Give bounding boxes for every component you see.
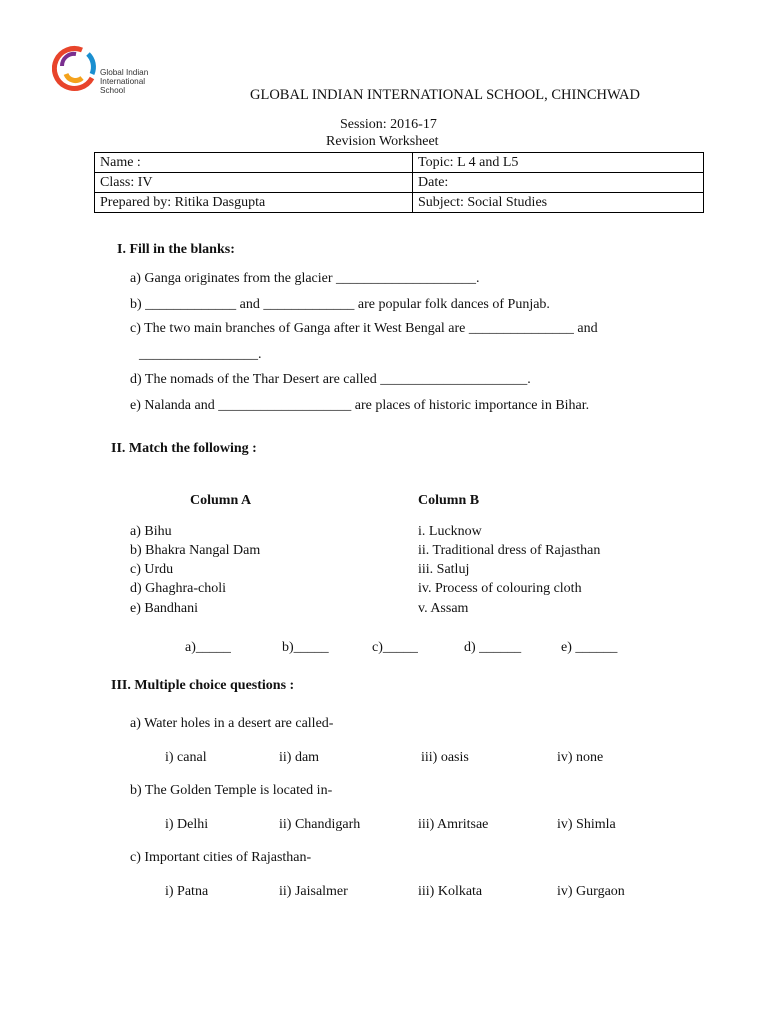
- logo-text: Global Indian International School: [100, 68, 149, 95]
- mcq-question: a) Water holes in a desert are called-: [130, 716, 334, 731]
- column-a-item: b) Bhakra Nangal Dam: [130, 543, 261, 558]
- table-row: [95, 173, 704, 193]
- column-a-item: e) Bandhani: [130, 601, 199, 616]
- mcq-option[interactable]: iii) Amritsae: [418, 817, 489, 832]
- class-cell: Class: IV: [95, 173, 413, 193]
- answer-blank[interactable]: d) ______: [464, 640, 522, 655]
- mcq-question: c) Important cities of Rajasthan-: [130, 850, 312, 865]
- column-b-item: iv. Process of colouring cloth: [418, 581, 582, 596]
- column-b-item: v. Assam: [418, 601, 469, 616]
- mcq-option[interactable]: iv) none: [557, 750, 604, 765]
- column-b-title: Column B: [418, 493, 480, 508]
- blank-item[interactable]: e) Nalanda and ___________________ are places of historic importance in Bihar.: [130, 398, 590, 413]
- mcq-question: b) The Golden Temple is located in-: [130, 783, 333, 798]
- column-a-title: Column A: [190, 493, 252, 508]
- section1-heading: I. Fill in the blanks:: [117, 242, 235, 257]
- mcq-option[interactable]: ii) dam: [279, 750, 320, 765]
- blank-item[interactable]: b) _____________ and _____________ are popular folk dances of Punjab.: [130, 297, 550, 312]
- worksheet-title: Revision Worksheet: [326, 134, 439, 149]
- column-b-item: iii. Satluj: [418, 562, 470, 577]
- section3-heading: III. Multiple choice questions :: [111, 678, 295, 693]
- school-logo: [52, 44, 162, 100]
- logo-icon: [52, 44, 98, 96]
- mcq-option[interactable]: iv) Shimla: [557, 817, 616, 832]
- mcq-option[interactable]: i) canal: [165, 750, 207, 765]
- column-a-item: a) Bihu: [130, 524, 172, 539]
- info-table: [94, 152, 704, 213]
- blank-item[interactable]: d) The nomads of the Thar Desert are called _____________________.: [130, 372, 531, 387]
- section2-heading: II. Match the following :: [111, 441, 257, 456]
- answer-blank[interactable]: c)_____: [372, 640, 418, 655]
- mcq-option[interactable]: i) Patna: [165, 884, 209, 899]
- date-field[interactable]: Date:: [413, 173, 704, 193]
- blank-item-continued[interactable]: _________________.: [139, 347, 262, 362]
- mcq-option[interactable]: iv) Gurgaon: [557, 884, 625, 899]
- table-row: [95, 153, 704, 173]
- name-field[interactable]: Name :: [95, 153, 413, 173]
- prepared-by-cell: Prepared by: Ritika Dasgupta: [95, 193, 413, 213]
- mcq-option[interactable]: i) Delhi: [165, 817, 209, 832]
- topic-cell: Topic: L 4 and L5: [413, 153, 704, 173]
- mcq-option[interactable]: iii) oasis: [421, 750, 469, 765]
- answer-blank[interactable]: b)_____: [282, 640, 329, 655]
- blank-item[interactable]: c) The two main branches of Ganga after it West Bengal are _______________ and: [130, 321, 598, 336]
- school-name: GLOBAL INDIAN INTERNATIONAL SCHOOL, CHINCHWAD: [250, 87, 640, 103]
- subject-cell: Subject: Social Studies: [413, 193, 704, 213]
- table-row: [95, 193, 704, 213]
- column-a-item: d) Ghaghra-choli: [130, 581, 227, 596]
- column-b-item: i. Lucknow: [418, 524, 482, 539]
- mcq-option[interactable]: ii) Jaisalmer: [279, 884, 348, 899]
- column-b-item: ii. Traditional dress of Rajasthan: [418, 543, 601, 558]
- answer-blank[interactable]: e) ______: [561, 640, 618, 655]
- mcq-option[interactable]: iii) Kolkata: [418, 884, 483, 899]
- mcq-option[interactable]: ii) Chandigarh: [279, 817, 361, 832]
- blank-item[interactable]: a) Ganga originates from the glacier ____________________.: [130, 271, 480, 286]
- column-a-item: c) Urdu: [130, 562, 174, 577]
- answer-blank[interactable]: a)_____: [185, 640, 231, 655]
- session-text: Session: 2016-17: [340, 117, 437, 132]
